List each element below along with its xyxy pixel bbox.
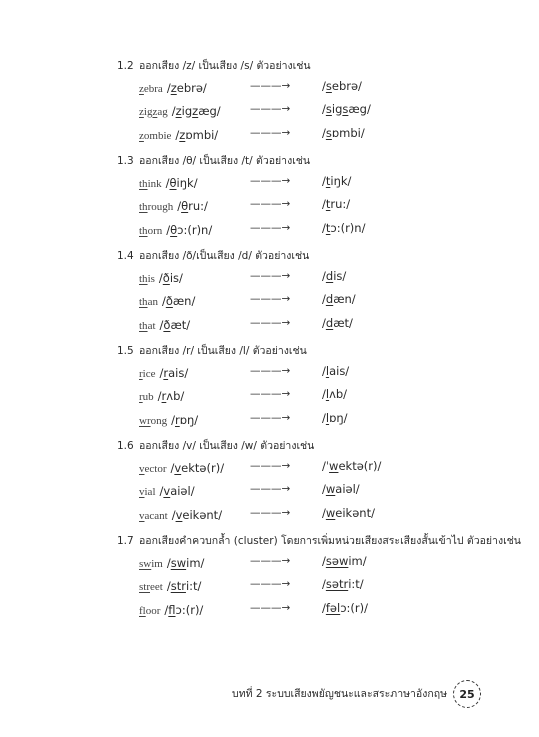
section-number: 1.7 bbox=[117, 534, 134, 547]
text-segment: / bbox=[159, 484, 164, 499]
example-row bbox=[117, 573, 517, 596]
example-word bbox=[139, 130, 171, 142]
underlined-letters: str bbox=[170, 579, 186, 594]
text-segment: / bbox=[322, 292, 326, 307]
arrow-icon: ———→ bbox=[250, 601, 291, 614]
example-row bbox=[117, 170, 517, 193]
example-word bbox=[139, 106, 168, 118]
underlined-letters: v bbox=[174, 460, 182, 475]
underlined-letters: r bbox=[161, 389, 167, 404]
arrow-icon: ———→ bbox=[250, 483, 291, 496]
text-segment: ɔ:(r)/ bbox=[340, 600, 368, 615]
original-ipa bbox=[167, 556, 205, 570]
arrow-icon: ———→ bbox=[250, 578, 291, 591]
section-heading bbox=[117, 532, 521, 550]
section-heading-text: ออกเสียง /θ/ เป็นเสียง /t/ ตัวอย่างเช่น bbox=[139, 154, 311, 167]
text-segment: eikənt/ bbox=[335, 505, 375, 520]
example-row bbox=[117, 265, 517, 288]
substituted-ipa bbox=[322, 407, 348, 430]
text-segment: æt/ bbox=[333, 315, 353, 330]
text-segment: / bbox=[322, 577, 326, 592]
arrow-icon: ———→ bbox=[250, 506, 291, 519]
text-segment: ebra bbox=[143, 83, 163, 95]
arrow-icon: ———→ bbox=[250, 80, 291, 92]
underlined-letters: w bbox=[329, 458, 339, 473]
section-number: 1.3 bbox=[117, 154, 134, 167]
underlined-letters: fl bbox=[168, 602, 176, 617]
text-segment: / bbox=[322, 600, 326, 615]
original-ipa bbox=[160, 318, 191, 332]
text-segment: / bbox=[166, 579, 171, 594]
underlined-letters: l bbox=[325, 387, 330, 402]
example-word bbox=[139, 558, 163, 570]
underlined-letters: l bbox=[325, 363, 330, 378]
original-ipa bbox=[162, 294, 195, 308]
underlined-letters: th bbox=[139, 224, 148, 237]
underlined-letters: th bbox=[139, 319, 148, 332]
underlined-letters: r bbox=[139, 367, 143, 380]
section-heading-text: ออกเสียง /r/ เป็นเสียง /l/ ตัวอย่างเช่น bbox=[139, 344, 307, 357]
word-with-ipa bbox=[139, 122, 250, 145]
text-segment: ɒŋ/ bbox=[329, 410, 348, 425]
text-segment: ig bbox=[331, 102, 343, 117]
text-segment: æn/ bbox=[333, 292, 356, 307]
original-ipa bbox=[177, 199, 208, 213]
underlined-letters: ð bbox=[163, 317, 171, 332]
word-with-ipa bbox=[139, 288, 250, 311]
section-number: 1.4 bbox=[117, 249, 134, 262]
text-segment: æt/ bbox=[170, 317, 191, 332]
substituted-ipa bbox=[322, 502, 375, 525]
section-heading bbox=[117, 342, 517, 360]
text-segment: / bbox=[322, 197, 326, 212]
underlined-letters: t bbox=[325, 220, 331, 235]
original-ipa bbox=[160, 366, 189, 380]
example-row bbox=[117, 75, 517, 98]
underlined-letters: θ bbox=[170, 222, 178, 237]
word-with-ipa bbox=[139, 170, 250, 193]
text-segment: / bbox=[177, 199, 182, 214]
text-segment: ais/ bbox=[329, 363, 350, 378]
underlined-letters: θ bbox=[169, 175, 177, 190]
underlined-letters: th bbox=[139, 201, 148, 214]
text-segment: / bbox=[159, 365, 164, 380]
example-row bbox=[117, 312, 517, 335]
original-ipa bbox=[166, 176, 198, 190]
example-word bbox=[139, 415, 167, 427]
text-segment: at bbox=[147, 319, 156, 332]
text-segment: / bbox=[175, 127, 180, 142]
example-word bbox=[139, 605, 160, 617]
text-segment: ru:/ bbox=[330, 197, 351, 212]
section-1-2 bbox=[117, 57, 517, 145]
section-1-5 bbox=[117, 342, 517, 430]
original-ipa bbox=[167, 579, 202, 593]
arrow-icon: ———→ bbox=[250, 269, 291, 282]
text-segment: ʌb/ bbox=[329, 387, 348, 402]
text-segment: i:t/ bbox=[348, 577, 364, 592]
substituted-ipa bbox=[322, 597, 368, 620]
word-with-ipa bbox=[139, 217, 250, 240]
text-segment: / bbox=[157, 389, 162, 404]
underlined-letters: z bbox=[179, 127, 186, 142]
underlined-letters: ð bbox=[165, 294, 173, 309]
example-row bbox=[117, 597, 517, 620]
substituted-ipa bbox=[322, 98, 371, 121]
substituted-ipa bbox=[322, 312, 353, 335]
text-segment: / bbox=[322, 173, 326, 188]
underlined-letters: th bbox=[139, 296, 148, 309]
example-row bbox=[117, 407, 517, 430]
underlined-letters: z bbox=[139, 129, 144, 142]
text-segment: ais/ bbox=[168, 365, 189, 380]
substituted-ipa bbox=[322, 170, 351, 193]
underlined-letters: sw bbox=[170, 555, 187, 570]
substituted-ipa bbox=[322, 75, 362, 98]
text-segment: /ˈ bbox=[322, 458, 330, 473]
text-segment: ag bbox=[157, 106, 168, 119]
text-segment: is bbox=[147, 272, 155, 285]
original-ipa bbox=[170, 461, 224, 475]
text-segment: æg/ bbox=[198, 104, 221, 119]
original-ipa bbox=[171, 413, 198, 427]
underlined-letters: t bbox=[325, 197, 331, 212]
example-row bbox=[117, 550, 517, 573]
underlined-letters: d bbox=[325, 268, 334, 283]
text-segment: / bbox=[322, 79, 326, 93]
substituted-ipa bbox=[322, 478, 360, 501]
text-segment: / bbox=[322, 315, 326, 330]
underlined-letters: t bbox=[325, 173, 331, 188]
underlined-letters: sw bbox=[139, 557, 152, 570]
text-segment: ector bbox=[144, 462, 167, 475]
section-heading-text: ออกเสียงคำควบกล้ำ (cluster) โดยการเพิ่มหน่วยเสียงสระเสียงสั้นเข้าไป ตัวอย่างเช่น bbox=[139, 534, 521, 547]
substituted-ipa bbox=[322, 265, 346, 288]
example-row bbox=[117, 383, 517, 406]
example-word bbox=[139, 225, 162, 237]
section-heading-text: ออกเสียง /v/ เป็นเสียง /w/ ตัวอย่างเช่น bbox=[139, 439, 315, 452]
section-1-6 bbox=[117, 437, 517, 525]
underlined-letters: səw bbox=[325, 553, 349, 568]
example-word bbox=[139, 368, 156, 380]
text-segment: / bbox=[171, 104, 176, 119]
example-word bbox=[139, 463, 166, 475]
arrow-icon: ———→ bbox=[250, 388, 291, 401]
underlined-letters: th bbox=[139, 177, 148, 190]
text-segment: ub bbox=[142, 391, 154, 404]
example-word bbox=[139, 83, 163, 95]
arrow-icon: ———→ bbox=[250, 174, 291, 187]
text-segment: i:t/ bbox=[185, 579, 202, 594]
text-segment: ig bbox=[143, 106, 153, 119]
section-1-4 bbox=[117, 247, 517, 335]
underlined-letters: s bbox=[325, 125, 332, 140]
section-number: 1.2 bbox=[117, 60, 134, 72]
arrow-icon: ———→ bbox=[250, 459, 291, 472]
text-segment: im/ bbox=[186, 555, 205, 570]
underlined-letters: v bbox=[175, 507, 183, 522]
example-row bbox=[117, 122, 517, 145]
word-with-ipa bbox=[139, 478, 250, 501]
text-segment: / bbox=[322, 482, 326, 497]
underlined-letters: v bbox=[163, 484, 171, 499]
underlined-letters: r bbox=[174, 412, 180, 427]
example-word bbox=[139, 296, 158, 308]
underlined-letters: z bbox=[192, 104, 199, 119]
text-segment: / bbox=[322, 102, 326, 117]
substituted-ipa bbox=[322, 383, 347, 406]
example-word bbox=[139, 510, 168, 522]
example-word bbox=[139, 178, 162, 190]
underlined-letters: s bbox=[325, 102, 332, 117]
arrow-icon: ———→ bbox=[250, 364, 291, 377]
text-segment: / bbox=[159, 317, 164, 332]
word-with-ipa bbox=[139, 98, 250, 121]
text-segment: ɒmbi/ bbox=[185, 127, 219, 142]
example-word bbox=[139, 391, 154, 403]
original-ipa bbox=[175, 128, 218, 142]
text-segment: / bbox=[322, 410, 326, 425]
underlined-letters: v bbox=[139, 509, 145, 522]
text-segment: / bbox=[322, 268, 326, 283]
text-segment: iŋk/ bbox=[176, 175, 198, 190]
underlined-letters: s bbox=[342, 102, 349, 117]
original-ipa bbox=[164, 603, 203, 617]
arrow-icon: ———→ bbox=[250, 411, 291, 424]
underlined-letters: w bbox=[325, 505, 336, 520]
text-segment: ɒŋ/ bbox=[179, 412, 199, 427]
text-segment: / bbox=[171, 507, 176, 522]
text-segment: rough bbox=[147, 201, 174, 214]
text-segment: æn/ bbox=[172, 294, 196, 309]
underlined-letters: r bbox=[163, 365, 169, 380]
underlined-letters: v bbox=[139, 462, 145, 475]
original-ipa bbox=[172, 104, 221, 118]
underlined-letters: v bbox=[139, 486, 145, 499]
text-segment: ice bbox=[142, 367, 156, 380]
text-segment: orn bbox=[147, 224, 163, 237]
word-with-ipa bbox=[139, 597, 250, 620]
example-row bbox=[117, 360, 517, 383]
section-1-3 bbox=[117, 152, 517, 240]
text-segment: ig bbox=[181, 104, 193, 119]
word-with-ipa bbox=[139, 550, 250, 573]
text-segment: an bbox=[147, 296, 158, 309]
substituted-ipa bbox=[322, 360, 349, 383]
underlined-letters: fəl bbox=[325, 600, 341, 615]
arrow-icon: ———→ bbox=[250, 198, 291, 211]
text-segment: / bbox=[322, 553, 326, 568]
underlined-letters: d bbox=[325, 292, 334, 307]
text-segment: / bbox=[166, 81, 171, 95]
arrow-icon: ———→ bbox=[250, 554, 291, 567]
chapter-footer: บทที่ 2 ระบบเสียงพยัญชนะและสระภาษาอังกฤษ bbox=[232, 688, 447, 700]
section-heading bbox=[117, 57, 517, 75]
text-segment: acant bbox=[144, 509, 168, 522]
underlined-letters: z bbox=[139, 106, 144, 119]
underlined-letters: z bbox=[152, 106, 158, 119]
underlined-letters: fl bbox=[139, 604, 146, 617]
word-with-ipa bbox=[139, 360, 250, 383]
substituted-ipa bbox=[322, 573, 364, 596]
text-segment: im bbox=[151, 557, 163, 570]
text-segment: / bbox=[322, 363, 326, 378]
text-segment: ɔ:(r)/ bbox=[175, 602, 204, 617]
example-word bbox=[139, 320, 156, 332]
text-segment: ong bbox=[150, 414, 168, 427]
text-segment: ɔ:(r)n/ bbox=[330, 220, 366, 235]
text-segment: / bbox=[322, 505, 326, 520]
text-segment: æg/ bbox=[348, 102, 371, 117]
example-row bbox=[117, 478, 517, 501]
text-segment: ektə(r)/ bbox=[181, 460, 225, 475]
text-segment: aiəl/ bbox=[335, 482, 360, 497]
text-segment: oor bbox=[145, 604, 161, 617]
underlined-letters: s bbox=[325, 79, 332, 93]
text-segment: ial bbox=[144, 486, 156, 499]
section-number: 1.6 bbox=[117, 439, 134, 452]
text-segment: is/ bbox=[333, 268, 347, 283]
original-ipa bbox=[158, 389, 185, 403]
text-segment: ɔ:(r)n/ bbox=[177, 222, 213, 237]
underlined-letters: l bbox=[325, 410, 330, 425]
substituted-ipa bbox=[322, 550, 367, 573]
text-segment: / bbox=[322, 387, 326, 402]
underlined-letters: r bbox=[139, 391, 143, 404]
text-segment: ektə(r)/ bbox=[338, 458, 382, 473]
section-heading bbox=[117, 247, 517, 265]
text-segment: / bbox=[165, 175, 170, 190]
underlined-letters: str bbox=[139, 581, 150, 594]
word-with-ipa bbox=[139, 455, 250, 478]
text-segment: ɒmbi/ bbox=[331, 125, 365, 140]
original-ipa bbox=[172, 508, 222, 522]
arrow-icon: ———→ bbox=[250, 103, 291, 116]
arrow-icon: ———→ bbox=[250, 293, 291, 306]
text-segment: / bbox=[171, 412, 175, 427]
text-segment: / bbox=[322, 125, 326, 140]
text-segment: ebrə/ bbox=[176, 81, 207, 95]
underlined-letters: w bbox=[325, 482, 336, 497]
example-row bbox=[117, 193, 517, 216]
underlined-letters: θ bbox=[181, 199, 189, 214]
page-number: 25 bbox=[459, 687, 475, 701]
underlined-letters: z bbox=[139, 83, 144, 95]
text-segment: ru:/ bbox=[188, 199, 208, 214]
arrow-icon: ———→ bbox=[250, 221, 291, 234]
original-ipa bbox=[160, 484, 195, 498]
text-segment: aiəl/ bbox=[170, 484, 195, 499]
text-segment: is/ bbox=[169, 270, 183, 285]
original-ipa bbox=[167, 81, 207, 95]
text-segment: / bbox=[164, 602, 169, 617]
page-number-badge bbox=[453, 680, 481, 708]
original-ipa bbox=[166, 223, 212, 237]
example-word bbox=[139, 273, 155, 285]
text-segment: / bbox=[166, 555, 171, 570]
text-segment: / bbox=[322, 220, 326, 235]
text-segment: iŋk/ bbox=[330, 173, 352, 188]
underlined-letters: ð bbox=[162, 270, 170, 285]
substituted-ipa bbox=[322, 217, 365, 240]
example-word bbox=[139, 486, 156, 498]
arrow-icon: ———→ bbox=[250, 126, 291, 139]
text-segment: ʌb/ bbox=[166, 389, 185, 404]
text-segment: eikənt/ bbox=[182, 507, 223, 522]
underlined-letters: z bbox=[170, 81, 177, 95]
word-with-ipa bbox=[139, 502, 250, 525]
text-segment: / bbox=[166, 222, 171, 237]
underlined-letters: th bbox=[139, 272, 148, 285]
text-segment: im/ bbox=[348, 553, 367, 568]
word-with-ipa bbox=[139, 312, 250, 335]
example-row bbox=[117, 502, 517, 525]
underlined-letters: wr bbox=[139, 414, 151, 427]
substituted-ipa bbox=[322, 288, 356, 311]
section-number: 1.5 bbox=[117, 344, 134, 357]
substituted-ipa bbox=[322, 122, 365, 145]
word-with-ipa bbox=[139, 75, 250, 98]
example-word bbox=[139, 201, 173, 213]
underlined-letters: sətr bbox=[325, 577, 349, 592]
arrow-icon: ———→ bbox=[250, 316, 291, 329]
example-row bbox=[117, 98, 517, 121]
section-heading-text: ออกเสียง /ð/เป็นเสียง /d/ ตัวอย่างเช่น bbox=[139, 249, 310, 262]
text-segment: / bbox=[170, 460, 175, 475]
page-content bbox=[117, 57, 521, 627]
word-with-ipa bbox=[139, 407, 250, 430]
substituted-ipa bbox=[322, 193, 350, 216]
section-heading bbox=[117, 437, 517, 455]
text-segment: ink bbox=[147, 177, 162, 190]
section-1-7 bbox=[117, 532, 521, 620]
example-word bbox=[139, 581, 163, 593]
section-heading-text: ออกเสียง /z/ เป็นเสียง /s/ ตัวอย่างเช่น bbox=[139, 60, 311, 72]
example-row bbox=[117, 217, 517, 240]
text-segment: / bbox=[161, 294, 166, 309]
text-segment: ombie bbox=[143, 129, 172, 142]
underlined-letters: z bbox=[175, 104, 182, 119]
example-row bbox=[117, 288, 517, 311]
section-heading bbox=[117, 152, 517, 170]
original-ipa bbox=[159, 271, 183, 285]
example-row bbox=[117, 455, 517, 478]
text-segment: eet bbox=[150, 581, 163, 594]
word-with-ipa bbox=[139, 573, 250, 596]
text-segment: ebrə/ bbox=[331, 79, 362, 93]
word-with-ipa bbox=[139, 193, 250, 216]
substituted-ipa bbox=[322, 455, 381, 478]
word-with-ipa bbox=[139, 383, 250, 406]
text-segment: / bbox=[158, 270, 163, 285]
word-with-ipa bbox=[139, 265, 250, 288]
underlined-letters: d bbox=[325, 315, 334, 330]
